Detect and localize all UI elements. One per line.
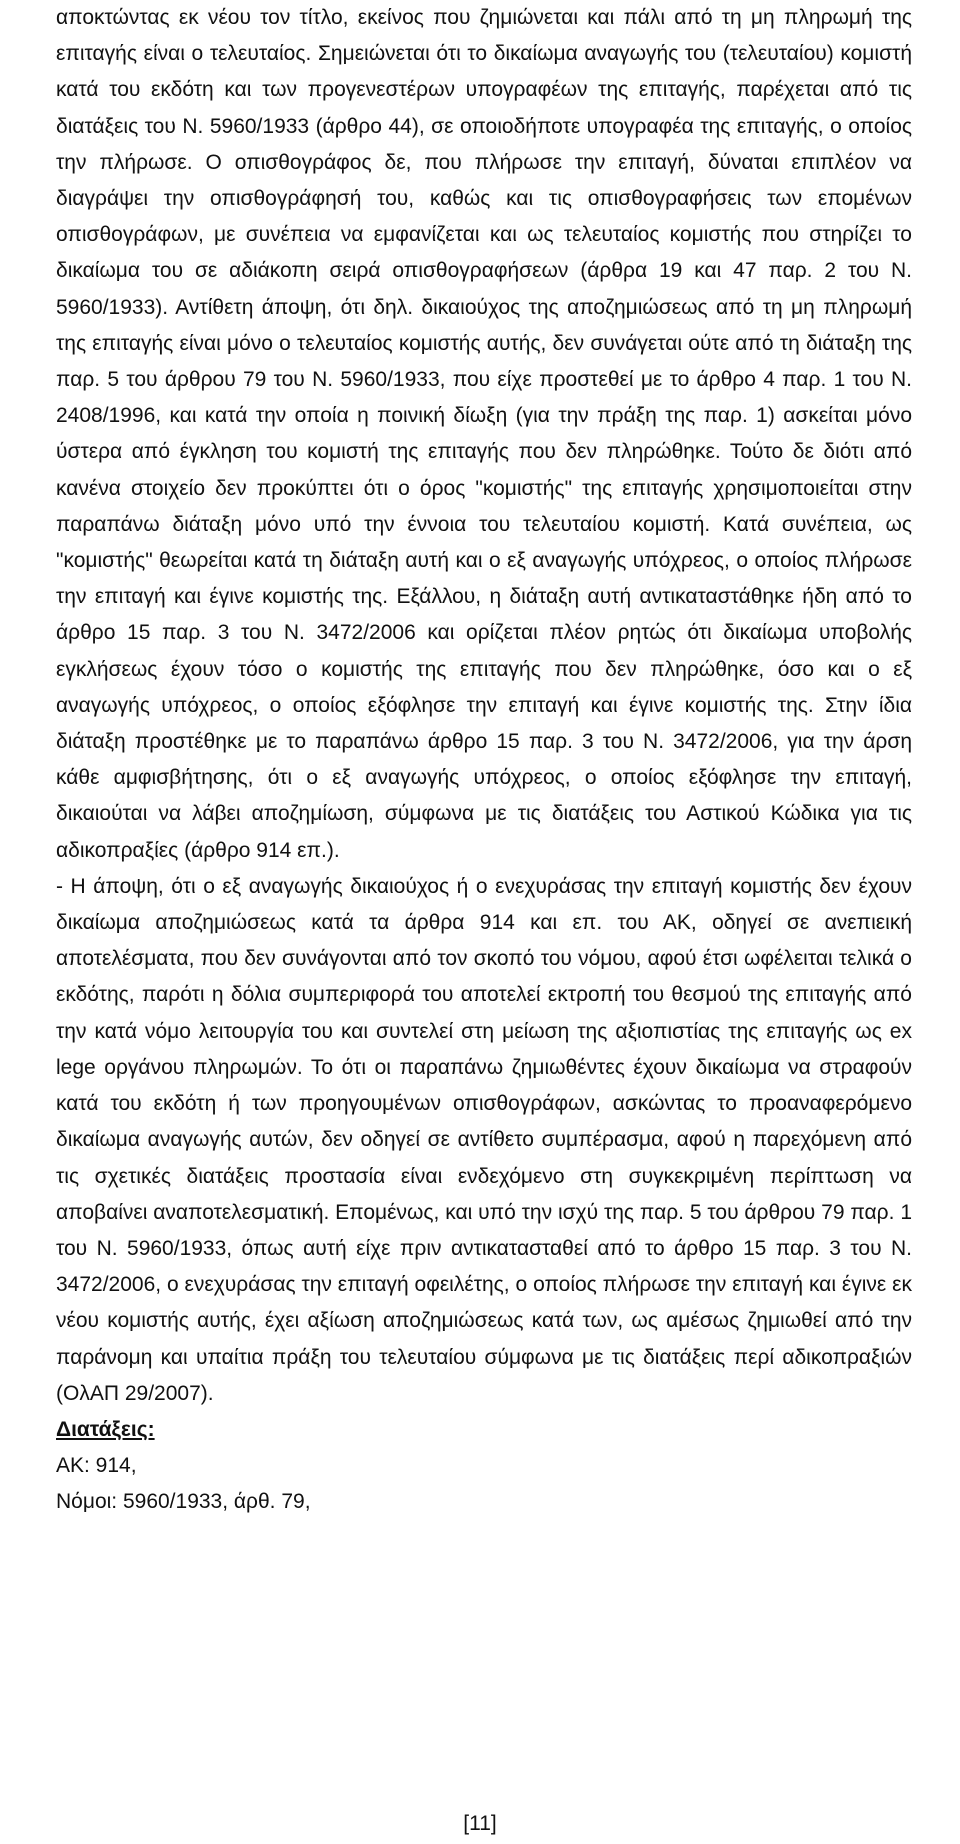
provision-line: Νόμοι: 5960/1933, άρθ. 79,: [56, 1490, 311, 1514]
document-page: [56, 0, 912, 1521]
body-paragraph: αποκτώντας εκ νέου τον τίτλο, εκείνος που ζημιώνεται και πάλι από τη μη πληρωμή της επιταγής είναι ο τελευταίος. Σημειώνεται ότι το δικαίωμα αναγωγής του (τελευταίου) κομιστή κατά του εκδότη και των προγενεστέρων υπογραφέων της επιταγής, παρέχεται από τις διατάξεις του Ν. 5960/1933 (άρθρο 44), σε οποιοδήποτε υπογραφέα της επιταγής, ο οποίος την πλήρωσε. Ο οπισθογράφος δε, που πλήρωσε την επιταγή, δύναται επιπλέον να διαγράψει την οπισθογράφησή του, καθώς και τις οπισθογραφήσεις των επομένων οπισθογράφων, με συνέπεια να εμφανίζεται και ως τελευταίος κομιστής που στηρίζει το δικαίωμα του σε αδιάκοπη σειρά οπισθογραφήσεων (άρθρα 19 και 47 παρ. 2 του Ν. 5960/1933). Αντίθετη άποψη, ότι δηλ. δικαιούχος της αποζημιώσεως από τη μη πληρωμή της επιταγής είναι μόνο ο τελευταίος κομιστής αυτής, δεν συνάγεται ούτε από τη διάταξη της παρ. 5 του άρθρου 79 του Ν. 5960/1933, που είχε προστεθεί με το άρθρο 4 παρ. 1 του Ν. 2408/1996, και κατά την οποία η ποινική δίωξη (για την πράξη της παρ. 1) ασκείται μόνο ύστερα από έγκληση του κομιστή της επιταγής που δεν πληρώθηκε. Τούτο δε διότι από κανένα στοιχείο δεν προκύπτει ότι ο όρος "κομιστής" της επιταγής χρησιμοποιείται στην παραπάνω διάταξη μόνο υπό την έννοια του τελευταίου κομιστή. Κατά συνέπεια, ως "κομιστής" θεωρείται κατά τη διάταξη αυτή και ο εξ αναγωγής υπόχρεος, ο οποίος πλήρωσε την επιταγή και έγινε κομιστής της. Εξάλλου, η διάταξη αυτή αντικαταστάθηκε ήδη από το άρθρο 15 παρ. 3 του Ν. 3472/2006 και ορίζεται πλέον ρητώς ότι δικαίωμα υποβολής εγκλήσεως έχουν τόσο ο κομιστής της επιταγής που δεν πληρώθηκε, όσο και ο εξ αναγωγής υπόχρεος, ο οποίος εξόφλησε την επιταγή και έγινε κομιστής της. Στην ίδια διάταξη προστέθηκε με το παραπάνω άρθρο 15 παρ. 3 του Ν. 3472/2006, για την άρση κάθε αμφισβήτησης, ότι ο εξ αναγωγής υπόχρεος, ο οποίος εξόφλησε την επιταγή, δικαιούται να λάβει αποζημίωση, σύμφωνα με τις διατάξεις του Αστικού Κώδικα για τις αδικοπραξίες (άρθρο 914 επ.).: [56, 6, 912, 862]
body-paragraph: - Η άποψη, ότι ο εξ αναγωγής δικαιούχος ή ο ενεχυράσας την επιταγή κομιστής δεν έχουν δικαίωμα αποζημιώσεως κατά τα άρθρα 914 και επ. του ΑΚ, οδηγεί σε ανεπιεική αποτελέσματα, που δεν συνάγονται από τον σκοπό του νόμου, αφού έτσι ωφέλειται τελικά ο εκδότης, παρότι η δόλια συμπεριφορά του αποτελεί εκτροπή του θεσμού της επιταγής από την κατά νόμο λειτουργία του και συντελεί στη μείωση της αξιοπιστίας της επιταγής ως ex lege οργάνου πληρωμών. Το ότι οι παραπάνω ζημιωθέντες έχουν δικαίωμα να στραφούν κατά του εκδότη ή των προηγουμένων οπισθογράφων, ασκώντας το προαναφερόμενο δικαίωμα αναγωγής αυτών, δεν οδηγεί σε αντίθετο συμπέρασμα, αφού η παρεχόμενη από τις σχετικές διατάξεις προστασία είναι ενδεχόμενο στη συγκεκριμένη περίπτωση να αποβαίνει αναποτελεσματική. Επομένως, και υπό την ισχύ της παρ. 5 του άρθρου 79 παρ. 1 του Ν. 5960/1933, όπως αυτή είχε πριν αντικατασταθεί από το άρθρο 15 παρ. 3 του Ν. 3472/2006, ο ενεχυράσας την επιταγή οφειλέτης, ο οποίος πλήρωσε την επιταγή και έγινε εκ νέου κομιστής αυτής, έχει αξίωση αποζημιώσεως κατά των, ως αμέσως ζημιωθεί από την παράνομη και υπαίτια πράξη του τελευταίου σύμφωνα με τις διατάξεις περί αδικοπραξιών (ΟλΑΠ 29/2007).: [56, 874, 912, 1405]
provisions-heading: Διατάξεις:: [56, 1417, 155, 1441]
page-number: [11]: [463, 1812, 497, 1835]
provision-line: ΑΚ: 914,: [56, 1454, 137, 1478]
